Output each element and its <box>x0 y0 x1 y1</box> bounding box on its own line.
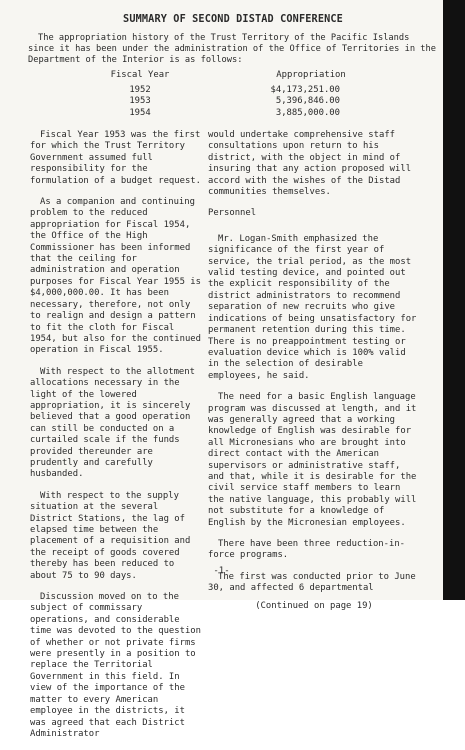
fiscal-year-header: Fiscal Year <box>110 70 170 80</box>
paragraph: As a companion and continuing problem to the reduced appropriation for Fiscal 1954, the Office of the High Commissioner has been informed that the ceiling for administration and operation purposes for Fiscal Year 1955 is $4,000,000.00. It has been necessary, therefore, not only to realign and design a pattern to fit the cloth for Fiscal 1954, but also for the continued operation in Fiscal 1955. <box>30 197 201 356</box>
paragraph: Fiscal Year 1953 was the first for which the Trust Territory Government assumed full responsibility for the formulation of a budget request. <box>30 130 201 186</box>
paragraph: The first was conducted prior to June 30, and affected 6 departmental <box>208 571 416 594</box>
paragraph: Mr. Logan-Smith emphasized the significance of the first year of service, the trial period, as the most valid testing device, and pointed out the explicit responsibility of the district administrators to recommend separation of new recruits who give indications of being unsatisfactory for permanent retention during this time. There is no preappointment testing or evaluation device which is 100% valid in the selection of desirable employees, he said. <box>208 233 417 381</box>
paragraph: Discussion moved on to the subject of commissary operations, and considerable time was devoted to the question of whether or not private firms were presently in a position to replace the Territorial Government in this field. In view of the importance of the matter to every American employee in the districts, it was agreed that each District Administrator <box>30 592 201 739</box>
fiscal-year-cell: 1952 <box>129 84 151 95</box>
right-column <box>208 130 420 622</box>
left-column <box>30 130 202 750</box>
paragraph: With respect to the supply situation at the several District Stations, the lag of elapsed time between the placement of a requisition and the receipt of goods covered thereby has been reduced to about 75 to 90 days. <box>30 490 191 581</box>
fiscal-year-column <box>90 70 190 119</box>
page-number: -1- <box>213 566 230 576</box>
appropriation-table <box>28 70 438 118</box>
appropriation-cell: 3,885,000.00 <box>275 107 340 118</box>
fiscal-year-cell: 1953 <box>129 96 151 106</box>
paragraph: The need for a basic English language program was discussed at length, and it was generally agreed that a working knowledge of English was desirable for all Micronesians who are brought into direct contact with the American supervisors or administrative staff, and that, while it is desirable for the civil service staff members to learn the native language, this probably will not substitute for a knowledge of English by the Micronesian employees. <box>208 392 417 528</box>
appropriation-column <box>236 70 386 119</box>
intro-text: The appropriation history of the Trust Territory of the Pacific Islands since it has been under the administration of the Office of Territories in the Department of the Interior is as follows: <box>28 33 436 66</box>
fiscal-year-cell: 1954 <box>129 107 151 118</box>
paragraph: With respect to the allotment allocations necessary in the light of the lowered appropriation, it is sincerely believed that a good operation can still be conducted on a curtailed scale if the funds provided thereunder are prudently and carefully husbanded. <box>30 366 195 480</box>
appropriation-header: Appropriation <box>276 70 346 80</box>
section-heading-personnel: Personnel <box>208 208 257 219</box>
paragraph: There have been three reduction-in-force programs. <box>208 539 406 561</box>
intro-paragraph <box>28 33 438 67</box>
continued-note: (Continued on page 19) <box>255 600 373 611</box>
scan-edge <box>443 0 465 600</box>
paragraph: would undertake comprehensive staff consultations upon return to his district, with the object in mind of insuring that any action proposed will accord with the wishes of the Distad communities themselves. <box>208 130 412 198</box>
appropriation-cell: $4,173,251.00 <box>270 84 340 95</box>
appropriation-cell: 5,396,846.00 <box>275 96 340 106</box>
page-title: SUMMARY OF SECOND DISTAD CONFERENCE <box>123 14 343 25</box>
